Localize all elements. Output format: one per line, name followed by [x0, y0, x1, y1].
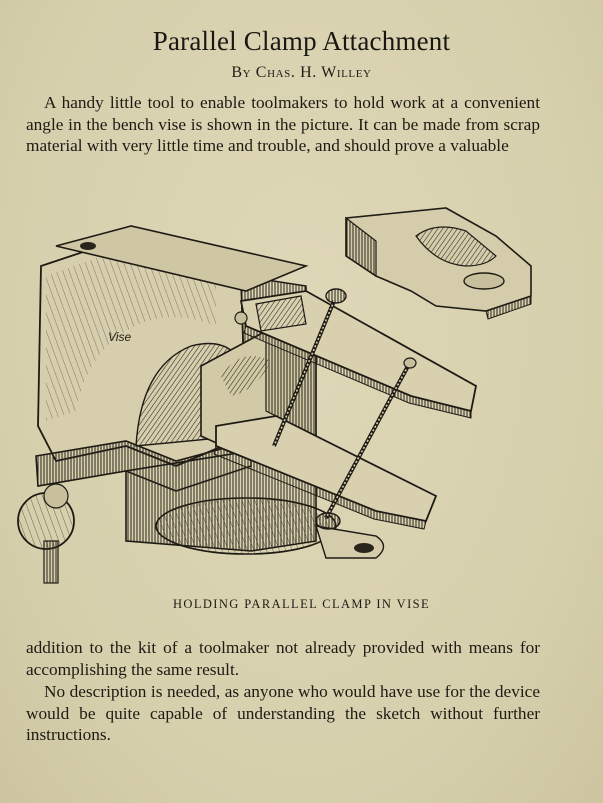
article-title: Parallel Clamp Attachment: [152, 26, 451, 56]
article-paragraph-1: A handy little tool to enable toolmakers to hold work at a convenient angle in the bench vise is shown in the picture. It can be made from scrap material with very little time and trouble, and should prove a valuable: [26, 93, 540, 155]
article-paragraph-2: addition to the kit of a toolmaker not already provided with means for accomplishing the same result.: [26, 638, 540, 679]
vise-clamp-illustration: [16, 196, 538, 588]
figure-caption: HOLDING PARALLEL CLAMP IN VISE: [172, 597, 431, 611]
detached-jaw-drawing: [346, 208, 531, 319]
article-paragraph-3: No description is needed, as anyone who would have use for the device would be quite capable of understanding the sketch without further instructions.: [26, 682, 540, 744]
article-byline: By Chas. H. Willey: [231, 64, 372, 81]
vise-label: Vise: [108, 330, 132, 344]
